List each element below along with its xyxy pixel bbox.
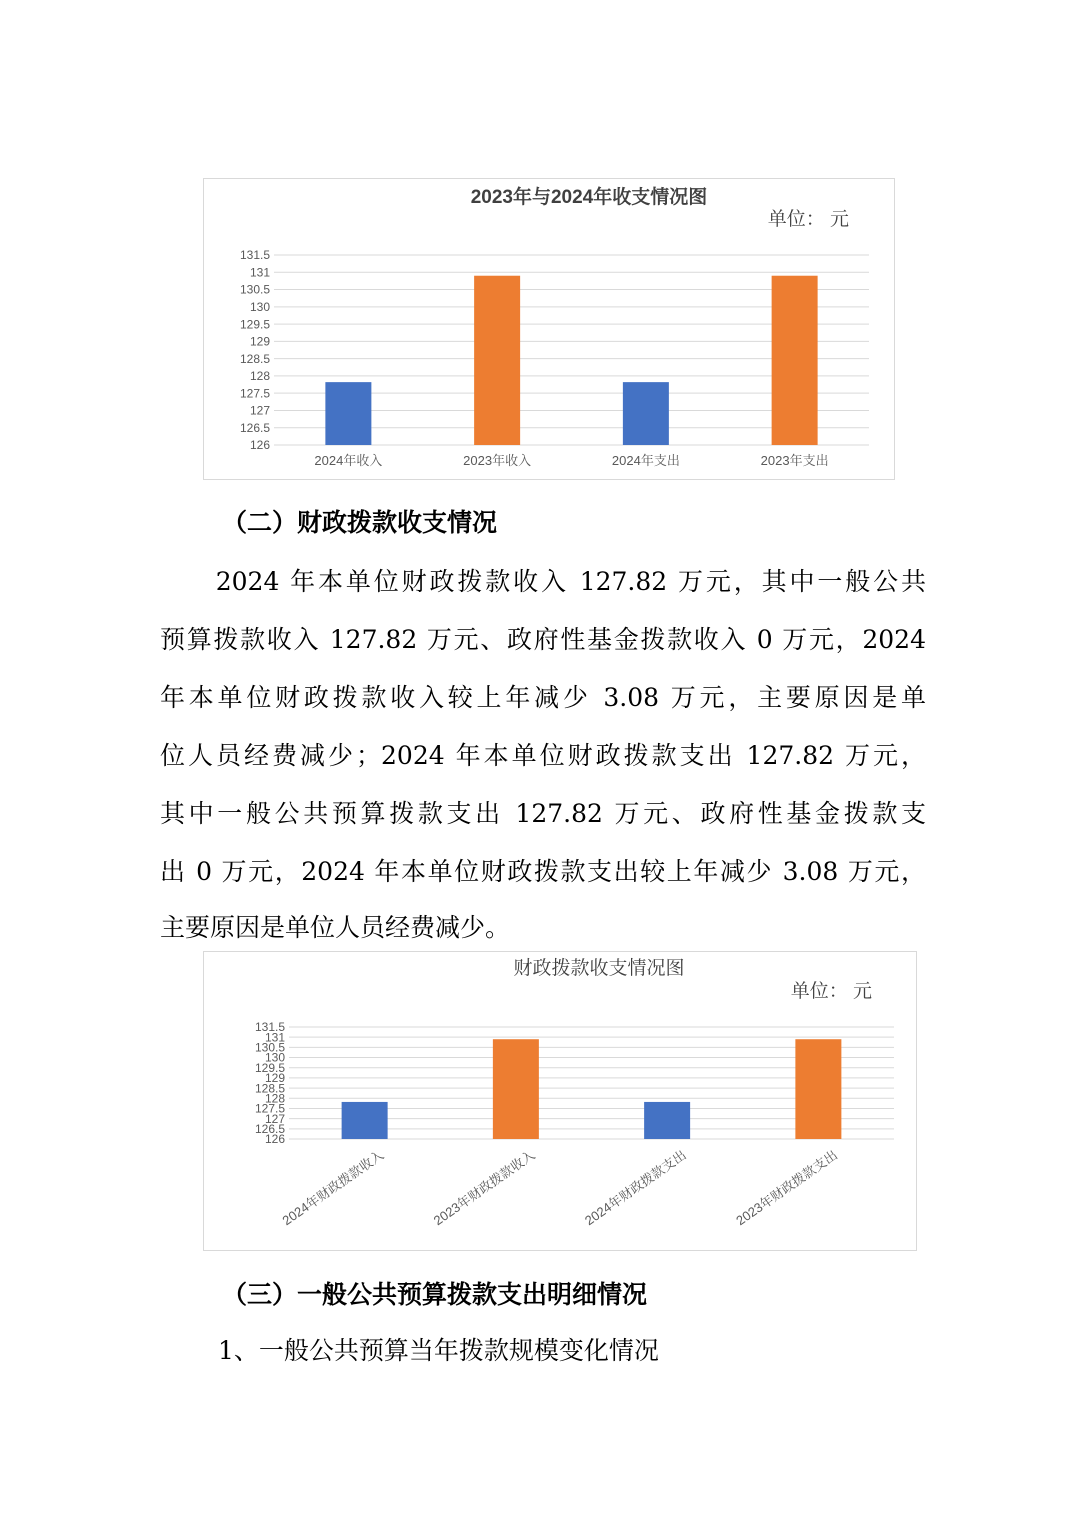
x-category-label: 2024年支出	[611, 453, 680, 468]
y-tick-label: 127	[264, 1111, 285, 1126]
y-tick-label: 128	[249, 369, 270, 384]
y-tick-label: 126	[249, 438, 270, 453]
paragraph-line: 预算拨款收入 127.82 万元、政府性基金拨款收入 0 万元，2024	[160, 625, 926, 654]
bar	[493, 1039, 539, 1139]
y-tick-label: 131	[249, 265, 270, 280]
x-category-label: 2023年财政拨款支出	[733, 1147, 841, 1229]
list-item-1: 1、一般公共预算当年拨款规模变化情况	[218, 1336, 659, 1365]
chart-title: 财政拨款收支情况图	[513, 958, 685, 979]
paragraph-line: 主要原因是单位人员经费减少。	[160, 913, 511, 942]
y-tick-label: 131	[264, 1030, 285, 1045]
bar	[325, 382, 371, 445]
paragraph-line: 年本单位财政拨款收入较上年减少 3.08 万元，主要原因是单	[160, 683, 926, 712]
fiscal-allocation-chart	[203, 951, 917, 1251]
bar	[772, 276, 818, 445]
income-expense-chart-svg	[204, 179, 894, 479]
y-tick-label: 129.5	[239, 317, 270, 332]
x-category-label: 2023年收入	[463, 453, 532, 468]
y-tick-label: 127.5	[254, 1101, 285, 1116]
fiscal-allocation-chart-svg	[204, 952, 916, 1250]
y-tick-label: 128.5	[254, 1081, 285, 1096]
y-tick-label: 129	[249, 334, 270, 349]
income-expense-chart	[203, 178, 895, 480]
y-tick-label: 127.5	[239, 386, 270, 401]
y-tick-label: 128.5	[239, 351, 270, 366]
chart-unit-label: 单位： 元	[767, 209, 849, 230]
paragraph-line: 2024 年本单位财政拨款收入 127.82 万元，其中一般公共	[160, 567, 926, 596]
y-tick-label: 128	[264, 1091, 285, 1106]
paragraph-line: 其中一般公共预算拨款支出 127.82 万元、政府性基金拨款支	[160, 799, 926, 828]
y-tick-label: 129.5	[254, 1060, 285, 1075]
y-tick-label: 131.5	[239, 248, 270, 263]
y-tick-label: 131.5	[254, 1020, 285, 1035]
y-tick-label: 130	[249, 300, 270, 315]
x-category-label: 2024年财政拨款支出	[582, 1147, 689, 1229]
bar	[623, 382, 669, 445]
paragraph-line: 出 0 万元，2024 年本单位财政拨款支出较上年减少 3.08 万元，	[160, 857, 926, 886]
y-tick-label: 127	[249, 403, 270, 418]
y-tick-label: 129	[264, 1071, 285, 1086]
x-category-label: 2024年收入	[314, 453, 383, 468]
chart-unit-label: 单位： 元	[790, 981, 872, 1002]
x-category-label: 2023年财政拨款收入	[430, 1147, 538, 1229]
y-tick-label: 126.5	[239, 420, 270, 435]
x-category-label: 2024年财政拨款收入	[279, 1147, 387, 1229]
y-tick-label: 130	[264, 1050, 285, 1065]
x-category-label: 2023年支出	[760, 453, 829, 468]
section-heading-fiscal-allocation: （二）财政拨款收支情况	[222, 508, 498, 537]
paragraph-line: 位人员经费减少；2024 年本单位财政拨款支出 127.82 万元，	[160, 741, 926, 770]
chart-title: 2023年与2024年收支情况图	[470, 187, 708, 208]
bar	[644, 1102, 690, 1139]
bar	[342, 1102, 388, 1139]
bar	[474, 276, 520, 445]
y-tick-label: 130.5	[254, 1040, 285, 1055]
section-heading-general-budget: （三）一般公共预算拨款支出明细情况	[222, 1280, 648, 1309]
y-tick-label: 130.5	[239, 282, 270, 297]
bar	[795, 1039, 841, 1139]
y-tick-label: 126	[264, 1132, 285, 1147]
y-tick-label: 126.5	[254, 1122, 285, 1137]
